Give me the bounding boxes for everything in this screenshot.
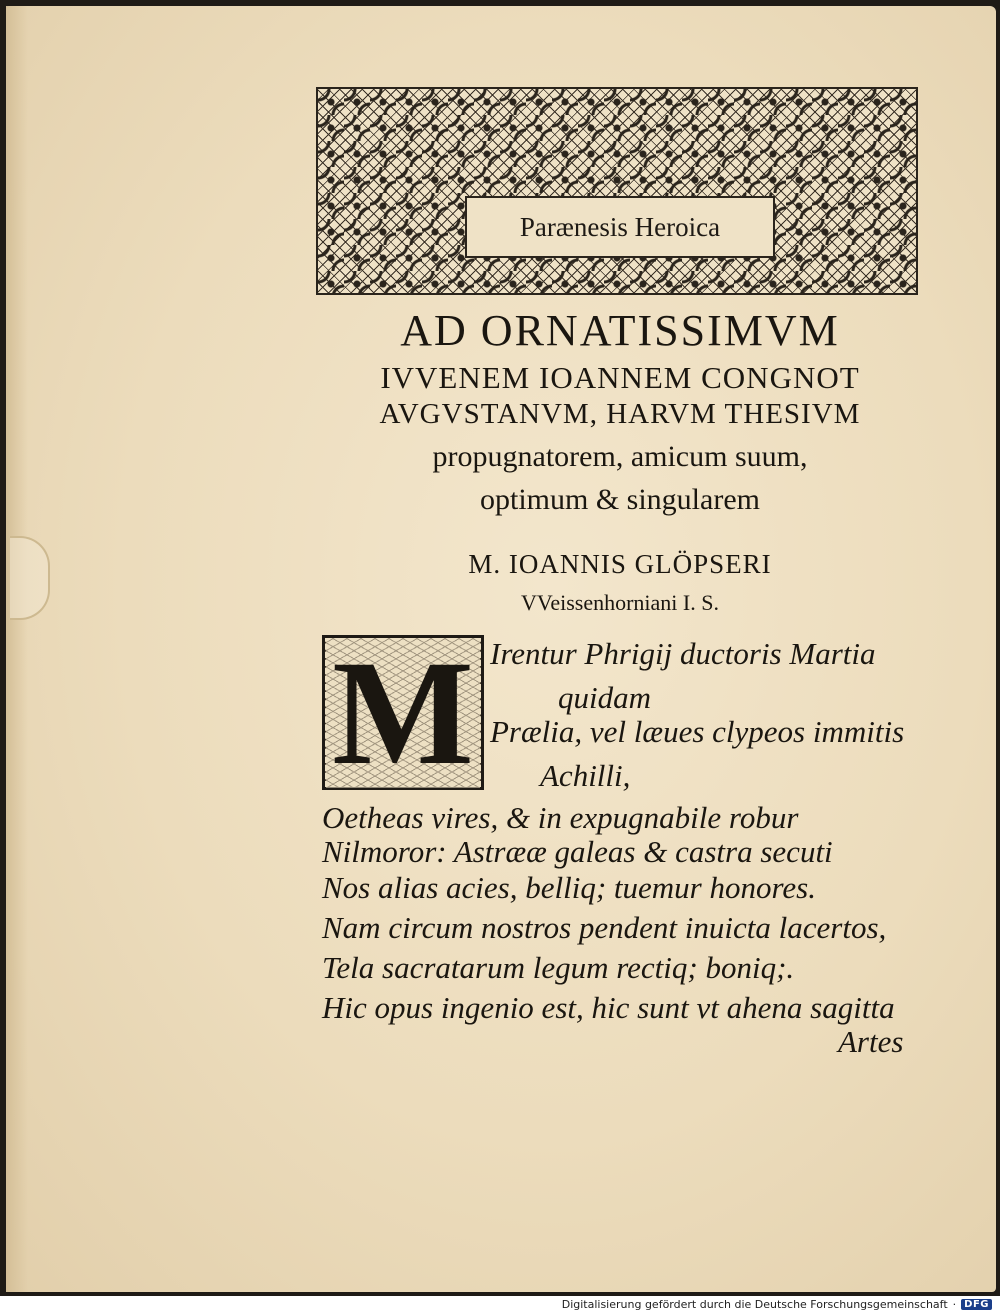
verse-line: Tela sacratarum legum rectiq; boniq;. — [322, 950, 795, 985]
title-line-4: propugnatorem, amicum suum, — [432, 440, 808, 473]
verse-line: Nam circum nostros pendent inuicta lacertos, — [322, 910, 887, 945]
dfg-logo: DFG — [961, 1299, 992, 1310]
page-edge-shadow — [6, 6, 28, 1292]
verse-line: Oetheas vires, & in expugnabile robur — [322, 800, 799, 835]
title-line-2: IVVENEM IOANNEM CONGNOT — [380, 360, 860, 395]
catchword: Artes — [838, 1024, 904, 1059]
author-name: M. IOANNIS GLÖPSERI — [468, 549, 772, 579]
verse-line: Nos alias acies, belliq; tuemur honores. — [322, 870, 816, 905]
page-tab-mark — [10, 536, 50, 620]
title-line-3: AVGVSTANVM, HARVM THESIVM — [379, 398, 861, 430]
title-line-5: optimum & singularem — [480, 483, 760, 516]
decorated-initial — [322, 629, 484, 796]
verse-line: Irentur Phrigij ductoris Martia — [490, 636, 876, 671]
verse-line: Achilli, — [540, 758, 631, 793]
verse-line: Nilmoror: Astrææ galeas & castra secuti — [322, 834, 833, 869]
verse-line: quidam — [558, 680, 651, 715]
title-line-1: AD ORNATISSIMVM — [400, 306, 840, 355]
initial-letter: M — [326, 638, 480, 788]
footer-credit: Digitalisierung gefördert durch die Deutsche Forschungsgemeinschaft · DFG — [562, 1296, 992, 1313]
verse-line: Hic opus ingenio est, hic sunt vt ahena sagitta — [322, 990, 895, 1025]
header-title: Parænesis Heroica — [519, 211, 721, 242]
author-origin: VVeissenhorniani I. S. — [521, 590, 719, 615]
header-title-box — [465, 196, 775, 258]
ornamental-header-border — [316, 87, 918, 295]
verse-line: Prælia, vel læues clypeos immitis — [490, 714, 905, 749]
footer-credit-text: Digitalisierung gefördert durch die Deutsche Forschungsgemeinschaft — [561, 1298, 948, 1311]
